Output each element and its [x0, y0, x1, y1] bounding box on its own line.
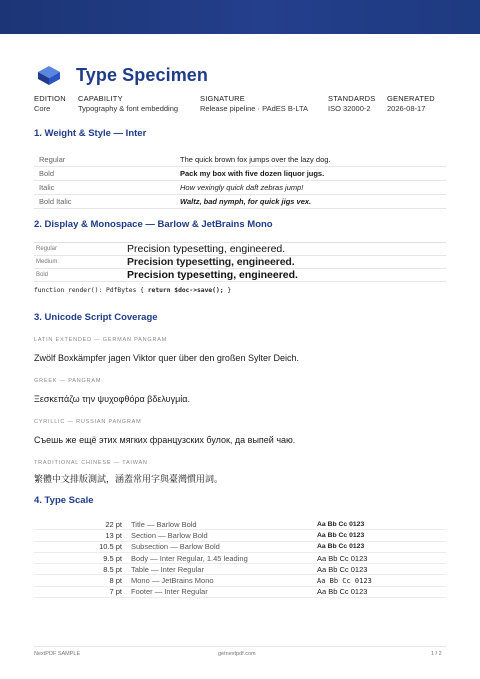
sample-text: Precision typesetting, engineered. — [127, 243, 286, 255]
meta-generated — [387, 94, 435, 114]
section-heading-weight-style: 1. Weight & Style — Inter — [34, 128, 147, 139]
sample-glyphs: Aa Bb Cc 0123 — [317, 587, 368, 597]
section-heading-unicode: 3. Unicode Script Coverage — [34, 312, 158, 323]
role-name: Title — Barlow Bold — [131, 519, 197, 529]
table-row — [34, 564, 446, 575]
meta-label: CAPABILITY — [78, 94, 123, 103]
table-row — [34, 587, 446, 598]
size-value: 9.5 pt — [103, 553, 122, 563]
sample-text: Precision typesetting, engineered. — [127, 269, 298, 281]
table-row — [34, 167, 446, 181]
meta-value: 2026-08-17 — [387, 104, 426, 113]
table-row — [34, 575, 446, 586]
sample-glyphs: Aa Bb Cc 0123 — [317, 531, 365, 539]
sample-text: Precision typesetting, engineered. — [127, 256, 295, 268]
size-value: 13 pt — [105, 530, 122, 540]
sample-text: How vexingly quick daft zebras jump! — [180, 183, 304, 192]
table-row — [34, 153, 446, 167]
style-name: Bold — [39, 169, 55, 178]
role-name: Table — Inter Regular — [131, 564, 204, 574]
role-name: Footer — Inter Regular — [131, 587, 208, 597]
style-name: Regular — [39, 155, 66, 164]
sample-text: Waltz, bad nymph, for quick jigs vex. — [180, 197, 312, 206]
sample-glyphs: Aa Bb Cc 0123 — [317, 576, 372, 585]
style-name: Bold Italic — [39, 197, 72, 206]
sample-text: Pack my box with five dozen liquor jugs. — [180, 169, 325, 178]
type-scale-table — [34, 519, 446, 598]
sample-text: The quick brown fox jumps over the lazy dog. — [180, 155, 331, 164]
meta-label: GENERATED — [387, 94, 435, 103]
meta-label: SIGNATURE — [200, 94, 245, 103]
script-text-greek: Ξεσκεπάζω την ψυχοφθόρα βδελυγμία. — [34, 394, 190, 404]
size-value: 8 pt — [109, 576, 122, 586]
logo-icon — [36, 63, 62, 87]
table-row — [34, 519, 446, 530]
table-row — [34, 256, 446, 269]
meta-value: ISO 32000-2 — [328, 104, 371, 113]
sample-glyphs: Aa Bb Cc 0123 — [317, 520, 365, 528]
code-suffix: } — [223, 287, 232, 294]
title-row — [36, 62, 208, 88]
code-prefix: function render(): PdfBytes { — [34, 287, 148, 294]
page-number: 1 / 2 — [431, 651, 442, 657]
script-label-greek: GREEK — PANGRAM — [34, 378, 102, 384]
header-bar — [0, 0, 480, 34]
style-name: Regular — [36, 246, 58, 252]
style-name: Italic — [39, 183, 55, 192]
meta-capability — [78, 94, 178, 114]
table-row — [34, 243, 446, 256]
script-text-cyrillic: Съешь же ещё этих мягких французских булок, да выпей чаю. — [34, 435, 296, 445]
meta-value: Release pipeline · PAdES B-LTA — [200, 104, 308, 113]
footer-left: NextPDF SAMPLE — [34, 651, 81, 657]
role-name: Section — Barlow Bold — [131, 530, 208, 540]
style-name: Medium — [36, 259, 58, 265]
style-name: Bold — [36, 272, 49, 278]
size-value: 22 pt — [105, 519, 122, 529]
display-table — [34, 242, 446, 282]
table-row — [34, 542, 446, 553]
meta-signature — [200, 94, 308, 114]
sample-glyphs: Aa Bb Cc 0123 — [317, 543, 365, 551]
size-value: 8.5 pt — [103, 564, 122, 574]
script-label-chinese: TRADITIONAL CHINESE — TAIWAN — [34, 460, 148, 466]
size-value: 7 pt — [109, 587, 122, 597]
meta-edition — [34, 94, 66, 114]
table-row — [34, 269, 446, 282]
size-value: 10.5 pt — [99, 542, 122, 552]
script-text-chinese: 繁體中文排版測試，涵蓋常用字與臺灣慣用詞。 — [34, 474, 224, 484]
script-label-latin: LATIN EXTENDED — GERMAN PANGRAM — [34, 337, 168, 343]
role-name: Mono — JetBrains Mono — [131, 576, 214, 586]
section-heading-type-scale: 4. Type Scale — [34, 495, 94, 506]
table-row — [34, 195, 446, 209]
sample-glyphs: Aa Bb Cc 0123 — [317, 564, 368, 574]
footer-link[interactable]: getnextpdf.com — [218, 651, 256, 657]
sample-glyphs: Aa Bb Cc 0123 — [317, 553, 368, 563]
code-sample — [34, 287, 231, 294]
meta-standards — [328, 94, 376, 114]
meta-label: STANDARDS — [328, 94, 376, 103]
footer-divider — [34, 646, 446, 647]
table-row — [34, 530, 446, 541]
script-label-cyrillic: CYRILLIC — RUSSIAN PANGRAM — [34, 419, 142, 425]
table-row — [34, 181, 446, 195]
role-name: Body — Inter Regular, 1.45 leading — [131, 553, 248, 563]
document-title: Type Specimen — [76, 64, 209, 85]
script-text-latin: Zwölf Boxkämpfer jagen Viktor quer über den großen Sylter Deich. — [34, 353, 299, 363]
meta-value: Core — [34, 104, 51, 113]
table-row — [34, 553, 446, 564]
meta-label: EDITION — [34, 94, 66, 103]
role-name: Subsection — Barlow Bold — [131, 542, 220, 552]
code-bold: return $doc->save(); — [147, 287, 224, 294]
meta-value: Typography & font embedding — [78, 104, 179, 113]
weight-style-table — [34, 153, 446, 209]
section-heading-display-mono: 2. Display & Monospace — Barlow & JetBrains Mono — [34, 219, 273, 230]
